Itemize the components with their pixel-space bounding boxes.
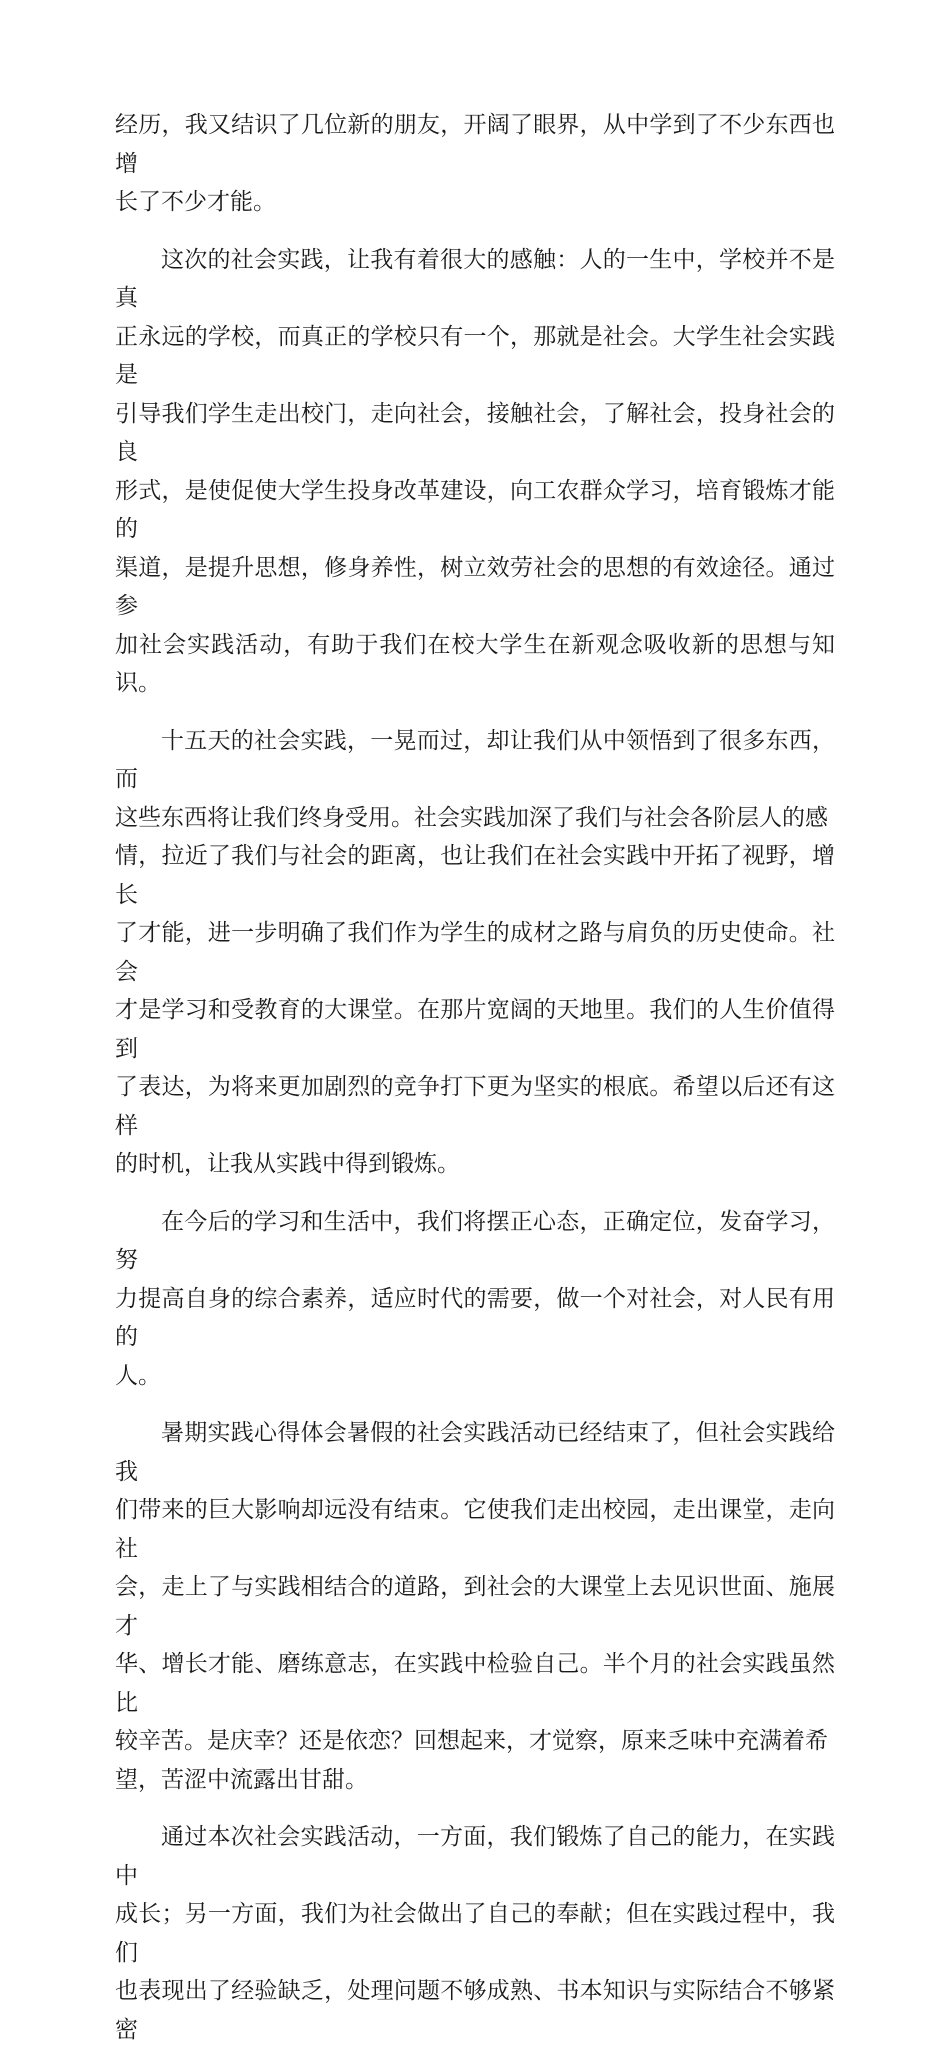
paragraph: 通过本次社会实践活动，一方面，我们锻炼了自己的能力，在实践中 成长；另一方面，我们为社会做出了自己的奉献；但在实践过程中，我们 也表现出了经验缺乏，处理问题不够成熟、书本知识与实际结合不够紧密	[115, 1824, 835, 2043]
paragraph: 在今后的学习和生活中，我们将摆正心态，正确定位，发奋学习，努 力提高自身的综合素养，适应时代的需要，做一个对社会，对人民有用的 人。	[115, 1208, 835, 1389]
paragraph: 十五天的社会实践，一晃而过，却让我们从中领悟到了很多东西，而 这些东西将让我们终身受用。社会实践加深了我们与社会各阶层人的感 情，拉近了我们与社会的距离，也让我们在社会实践中开拓了视野，增长 了才能，进一步明确了我们作为学生的成材之路与肩负的历史使命。社会 才是学习和受教育的大课堂。在那片宽阔的天地里。我们的人生价值得到 了表达，为将来更加剧烈的竞争打下更为坚实的根底。希望以后还有这样 的时机，让我从实践中得到锻炼。	[115, 727, 835, 1177]
paragraph: 暑期实践心得体会暑假的社会实践活动已经结束了，但社会实践给我 们带来的巨大影响却远没有结束。它使我们走出校园，走出课堂，走向社 会，走上了与实践相结合的道路，到社会的大课堂上去见识世面、施展才 华、增长才能、磨练意志，在实践中检验自己。半个月的社会实践虽然比 较辛苦。是庆幸？还是依恋？回想起来，才觉察，原来乏味中充满着希 望，苦涩中流露出甘甜。	[115, 1420, 835, 1793]
paragraph: 这次的社会实践，让我有着很大的感触：人的一生中，学校并不是真 正永远的学校，而真正的学校只有一个，那就是社会。大学生社会实践是 引导我们学生走出校门，走向社会，接触社会，了解社会，投身社会的良 形式，是使促使大学生投身改革建设，向工农群众学习，培育锻炼才能的 渠道，是提升思想，修身养性，树立效劳社会的思想的有效途径。通过参 加社会实践活动，有助于我们在校大学生在新观念吸收新的思想与知识。	[115, 246, 835, 696]
document-body	[115, 106, 835, 2049]
paragraph-continued: 经历，我又结识了几位新的朋友，开阔了眼界，从中学到了不少东西也增 长了不少才能。	[115, 112, 835, 215]
